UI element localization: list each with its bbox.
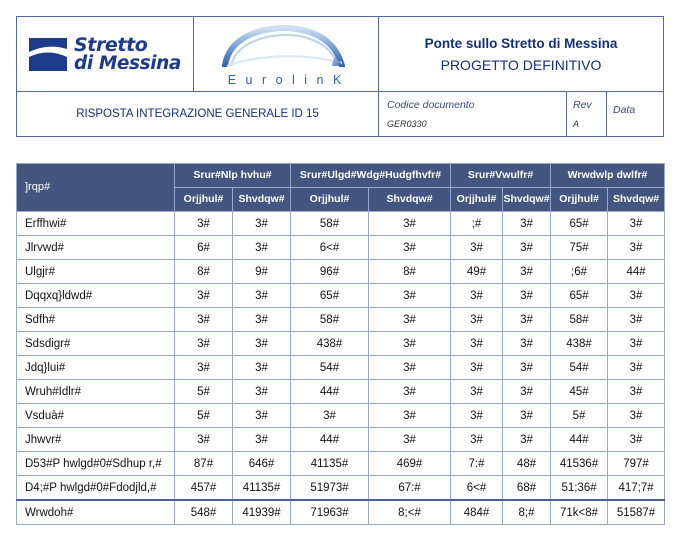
cell-value: 3# [451, 308, 503, 332]
table-row [17, 308, 665, 332]
row-label: Jhwvr# [17, 428, 175, 452]
cell-value: 469# [369, 452, 451, 476]
cell-value: 7:# [451, 452, 503, 476]
table-group-header-row [17, 164, 665, 188]
cell-value: 3# [175, 212, 233, 236]
cell-value: 5# [551, 404, 608, 428]
codice-documento-value: GER0330 [387, 119, 427, 129]
cell-value: 3# [369, 284, 451, 308]
sub-header-2-1: Shvdqw# [503, 188, 551, 212]
cell-value: 548# [175, 500, 233, 525]
cell-value: 3# [451, 428, 503, 452]
cell-value: 484# [451, 500, 503, 525]
cell-value: 3# [503, 212, 551, 236]
cell-value: 8;# [503, 500, 551, 525]
cell-value: 71963# [291, 500, 369, 525]
cell-value: 3# [175, 356, 233, 380]
cell-value: 3# [503, 380, 551, 404]
data-label: Data [613, 104, 636, 116]
stretto-di-messina-logo-cell [17, 17, 194, 91]
table-row [17, 404, 665, 428]
cell-value: 41536# [551, 452, 608, 476]
cell-value: 3# [233, 380, 291, 404]
table-summary-row [17, 476, 665, 501]
cell-value: 96# [291, 260, 369, 284]
cell-value: 3# [451, 332, 503, 356]
cell-value: 68# [503, 476, 551, 501]
cell-value: 3# [503, 356, 551, 380]
cell-value: 49# [451, 260, 503, 284]
cell-value: 3# [233, 404, 291, 428]
cell-value: 3# [608, 380, 665, 404]
cell-value: 58# [291, 308, 369, 332]
cell-value: 3# [503, 236, 551, 260]
cell-value: 44# [291, 380, 369, 404]
table-total-row [17, 500, 665, 525]
header-top-row [17, 17, 663, 92]
cell-value: 6# [175, 236, 233, 260]
cell-value: 65# [551, 284, 608, 308]
logo-line-di-messina: di Messina [74, 53, 182, 75]
rev-cell [567, 92, 607, 136]
header-bottom-row [17, 92, 663, 136]
cell-value: 8# [175, 260, 233, 284]
cell-value: 67:# [369, 476, 451, 501]
cell-value: 3# [608, 428, 665, 452]
risposta-integrazione-label: RISPOSTA INTEGRAZIONE GENERALE ID 15 [17, 92, 379, 136]
table-row [17, 260, 665, 284]
cell-value: 3# [369, 428, 451, 452]
sub-header-0-0: Orjjhul# [175, 188, 233, 212]
group-header-1: Srur#Ulgd#Wdg#Hudgfhvfr# [291, 164, 451, 188]
sub-header-2-0: Orjjhul# [451, 188, 503, 212]
cell-value: 3# [608, 404, 665, 428]
cell-value: 3# [503, 404, 551, 428]
cell-value: 3# [608, 236, 665, 260]
document-title: Ponte sullo Stretto di Messina [424, 35, 618, 51]
table-row [17, 284, 665, 308]
table-body [17, 212, 665, 525]
cell-value: 3# [608, 308, 665, 332]
cell-value: 58# [291, 212, 369, 236]
row-label: Sdfh# [17, 308, 175, 332]
cell-value: 5# [175, 380, 233, 404]
sub-header-0-1: Shvdqw# [233, 188, 291, 212]
cell-value: ;# [451, 212, 503, 236]
row-label: Jlrvwd# [17, 236, 175, 260]
cell-value: 3# [503, 284, 551, 308]
cell-value: 41135# [291, 452, 369, 476]
cell-value: 44# [291, 428, 369, 452]
row-label: Sdsdigr# [17, 332, 175, 356]
cell-value: 3# [175, 332, 233, 356]
cell-value: 3# [369, 332, 451, 356]
cell-value: 3# [233, 212, 291, 236]
cell-value: 417;7# [608, 476, 665, 501]
table-row [17, 356, 665, 380]
cell-value: 438# [291, 332, 369, 356]
cell-value: 3# [608, 212, 665, 236]
cell-value: ;6# [551, 260, 608, 284]
cell-value: 3# [451, 284, 503, 308]
stretto-di-messina-logo [27, 35, 181, 75]
col-header-zone: ]rqp# [17, 164, 175, 212]
group-header-3: Wrwdwlp dwlfr# [551, 164, 665, 188]
cell-value: 3# [233, 284, 291, 308]
rev-value: A [573, 119, 580, 129]
cell-value: 54# [291, 356, 369, 380]
cell-value: 457# [175, 476, 233, 501]
cell-value: 44# [551, 428, 608, 452]
cell-value: 3# [503, 332, 551, 356]
cell-value: 3# [369, 236, 451, 260]
cell-value: 65# [551, 212, 608, 236]
data-cell [607, 92, 663, 136]
sub-header-3-0: Orjjhul# [551, 188, 608, 212]
table-row [17, 212, 665, 236]
row-label: D4;#P hwlgd#0#Fdodjld,# [17, 476, 175, 501]
table-row [17, 332, 665, 356]
table-row [17, 380, 665, 404]
cell-value: 6<# [451, 476, 503, 501]
group-header-2: Srur#Vwulfr# [451, 164, 551, 188]
cell-value: 51973# [291, 476, 369, 501]
logo-line-stretto: Stretto [74, 33, 148, 56]
document-subtitle: PROGETTO DEFINITIVO [440, 56, 602, 73]
stretto-di-messina-wordmark [74, 33, 182, 75]
table-head [17, 164, 665, 212]
eurolink-wordmark: E u r o l i n K [227, 73, 345, 87]
cell-value: 71k<8# [551, 500, 608, 525]
row-label: D53#P hwlgd#0#Sdhup r,# [17, 452, 175, 476]
cell-value: 54# [551, 356, 608, 380]
cell-value: 75# [551, 236, 608, 260]
cell-value: 9# [233, 260, 291, 284]
cell-value: 3# [175, 284, 233, 308]
row-label: Erffhwi# [17, 212, 175, 236]
stretto-bridge-mark-icon [27, 35, 69, 75]
cell-value: 87# [175, 452, 233, 476]
cell-value: 8;<# [369, 500, 451, 525]
cell-value: 41939# [233, 500, 291, 525]
cell-value: 3# [233, 356, 291, 380]
sub-header-1-0: Orjjhul# [291, 188, 369, 212]
cell-value: 3# [369, 404, 451, 428]
group-header-0: Srur#Nlp hvhu# [175, 164, 291, 188]
document-title-cell [379, 17, 663, 91]
cell-value: 3# [608, 356, 665, 380]
table-summary-row [17, 452, 665, 476]
cell-value: 6<# [291, 236, 369, 260]
sub-header-3-1: Shvdqw# [608, 188, 665, 212]
data-table-container [16, 163, 664, 525]
row-label: Wrwdoh# [17, 500, 175, 525]
cell-value: 3# [369, 380, 451, 404]
cell-value: 3# [369, 308, 451, 332]
cell-value: 3# [175, 308, 233, 332]
cell-value: 646# [233, 452, 291, 476]
cell-value: 41135# [233, 476, 291, 501]
eurolink-arch-icon [211, 23, 361, 72]
cell-value: 3# [451, 236, 503, 260]
row-label: Wruh#Idlr# [17, 380, 175, 404]
cell-value: 51;36# [551, 476, 608, 501]
cell-value: 3# [503, 260, 551, 284]
cell-value: 3# [503, 308, 551, 332]
cell-value: 5# [175, 404, 233, 428]
cell-value: 3# [233, 236, 291, 260]
document-header-block [16, 16, 664, 137]
cell-value: 3# [608, 332, 665, 356]
cell-value: 3# [503, 428, 551, 452]
cell-value: 8# [369, 260, 451, 284]
table-row [17, 236, 665, 260]
sub-header-1-1: Shvdqw# [369, 188, 451, 212]
row-label: Ulgjr# [17, 260, 175, 284]
cell-value: 3# [369, 212, 451, 236]
row-label: Dqqxq}ldwd# [17, 284, 175, 308]
cell-value: 438# [551, 332, 608, 356]
cell-value: 44# [608, 260, 665, 284]
cell-value: 65# [291, 284, 369, 308]
cell-value: 3# [233, 308, 291, 332]
rev-label: Rev [573, 99, 592, 111]
cell-value: 3# [233, 332, 291, 356]
cell-value: 58# [551, 308, 608, 332]
cell-value: 45# [551, 380, 608, 404]
row-label: Jdq}lui# [17, 356, 175, 380]
codice-documento-label: Codice documento [387, 99, 475, 111]
row-label: Vsduà# [17, 404, 175, 428]
cell-value: 51587# [608, 500, 665, 525]
cell-value: 3# [608, 284, 665, 308]
cell-value: 48# [503, 452, 551, 476]
cell-value: 797# [608, 452, 665, 476]
cell-value: 3# [233, 428, 291, 452]
cell-value: 3# [451, 404, 503, 428]
cell-value: 3# [369, 356, 451, 380]
table-row [17, 428, 665, 452]
cell-value: 3# [451, 356, 503, 380]
cell-value: 3# [175, 428, 233, 452]
cell-value: 3# [291, 404, 369, 428]
zone-statistics-table [16, 163, 665, 525]
codice-documento-cell [379, 92, 567, 136]
cell-value: 3# [451, 380, 503, 404]
eurolink-logo-cell [194, 17, 379, 91]
